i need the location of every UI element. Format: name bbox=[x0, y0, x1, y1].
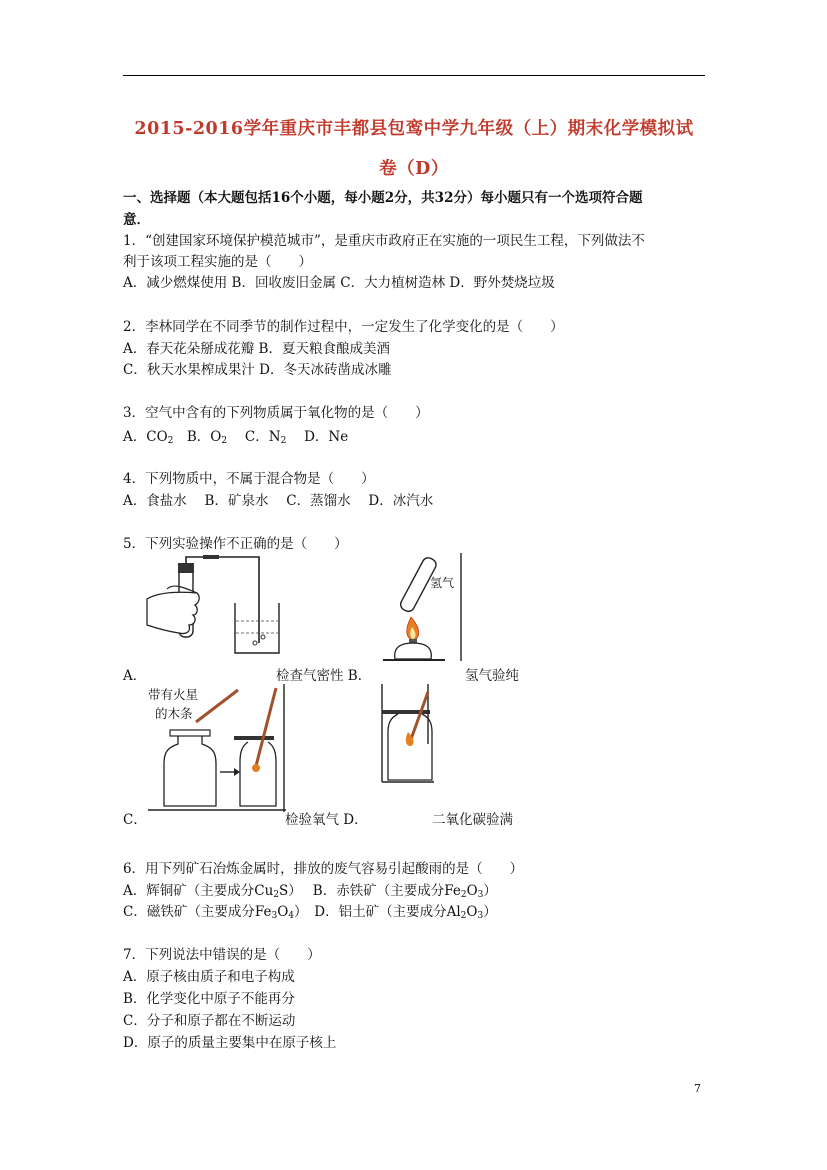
q7-option-c: C．分子和原子都在不断运动 bbox=[123, 1013, 296, 1029]
q3-option-c: C．N bbox=[227, 429, 281, 445]
q6-stem: 6．用下列矿石冶炼金属时，排放的废气容易引起酸雨的是（ ） bbox=[123, 861, 524, 877]
q5-option-a-caption: 检查气密性 B． bbox=[276, 668, 372, 684]
q5-option-d-caption: 二氧化碳验满 bbox=[432, 812, 513, 828]
q3-option-a: A．CO bbox=[123, 429, 168, 445]
q5-option-b-caption: 氢气验纯 bbox=[465, 668, 519, 684]
figure-airtightness-check bbox=[143, 553, 293, 658]
q5-option-c-label: C． bbox=[123, 812, 147, 828]
q3-options: A．$CO_2$ B．$O_2$ C．$N_2$ D．Ne bbox=[123, 429, 349, 446]
q3-option-b: B．O bbox=[173, 429, 222, 445]
section-heading-line1: 一、选择题（本大题包括16个小题，每小题2分，共32分）每小题只有一个选项符合题 bbox=[123, 190, 643, 206]
q7-option-d: D．原子的质量主要集中在原子核上 bbox=[123, 1035, 337, 1051]
q4-stem: 4．下列物质中，不属于混合物是（ ） bbox=[123, 471, 375, 487]
q1-options: A．减少燃煤使用 B．回收废旧金属 C．大力植树造林 D．野外焚烧垃圾 bbox=[123, 275, 555, 291]
figure-c-label-line1: 带有火星 bbox=[148, 687, 199, 702]
header-rule bbox=[123, 75, 705, 76]
q5-stem: 5．下列实验操作不正确的是（ ） bbox=[123, 536, 348, 552]
q4-options: A．食盐水 B．矿泉水 C．蒸馏水 D．冰汽水 bbox=[123, 493, 434, 509]
q2-options-ab: A．春天花朵掰成花瓣 B．夏天粮食酿成美酒 bbox=[123, 341, 390, 357]
page-number: 7 bbox=[694, 1082, 701, 1095]
q7-stem: 7．下列说法中错误的是（ ） bbox=[123, 947, 321, 963]
figure-oxygen-test bbox=[148, 684, 288, 812]
q1-stem-line2: 利于该项工程实施的是（ ） bbox=[123, 254, 312, 270]
section-heading-line2: 意． bbox=[123, 212, 150, 228]
q1-stem-line1: 1．“创建国家环境保护模范城市”，是重庆市政府正在实施的一项民生工程，下列做法不 bbox=[123, 233, 645, 249]
figure-hydrogen-purity bbox=[375, 553, 465, 663]
figure-co2-test bbox=[378, 684, 438, 784]
q6-options-cd: C．磁铁矿（主要成分$Fe_3O_4$） D．铝土矿（主要成分$Al_2O_3$） bbox=[123, 904, 497, 921]
q5-option-a-label: A． bbox=[123, 668, 147, 684]
q5-option-c-caption: 检验氧气 D． bbox=[285, 812, 368, 828]
q2-stem: 2．李林同学在不同季节的制作过程中，一定发生了化学变化的是（ ） bbox=[123, 319, 564, 335]
figure-b-label: 氢气 bbox=[430, 576, 455, 590]
figure-c-label-line2: 的木条 bbox=[155, 706, 193, 721]
q3-option-d: D．Ne bbox=[286, 429, 349, 445]
q7-option-a: A．原子核由质子和电子构成 bbox=[123, 969, 295, 985]
q2-options-cd: C．秋天水果榨成果汁 D．冬天冰砖凿成冰雕 bbox=[123, 362, 392, 378]
q6-options-ab: A．辉铜矿（主要成分$Cu_2S$） B．赤铁矿（主要成分$Fe_2O_3$） bbox=[123, 883, 497, 900]
q3-stem: 3．空气中含有的下列物质属于氧化物的是（ ） bbox=[123, 405, 429, 421]
q7-option-b: B．化学变化中原子不能再分 bbox=[123, 991, 295, 1007]
document-title-line2: 卷（D） bbox=[379, 159, 449, 179]
document-title-line1: 2015-2016学年重庆市丰都县包鸾中学九年级（上）期末化学模拟试 bbox=[134, 119, 694, 139]
